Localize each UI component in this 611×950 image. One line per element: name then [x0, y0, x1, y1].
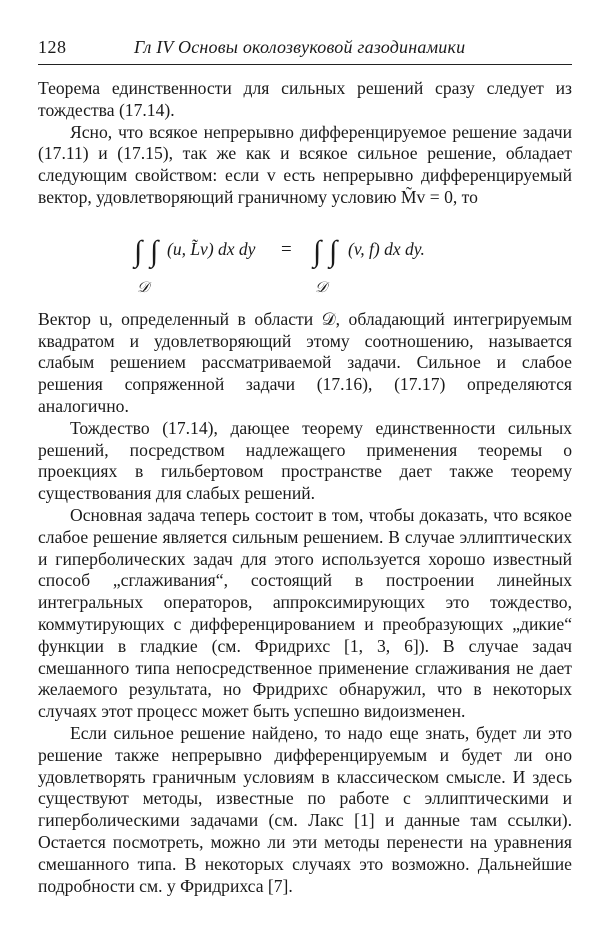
lhs-domain-symbol: 𝒟 [137, 279, 149, 296]
paragraph-uniqueness: Теорема единственности для сильных решений сразу следует из тождества (17.14). [38, 78, 572, 120]
lhs-integral-sign-1: ∫ [134, 234, 143, 268]
page-number: 128 [38, 37, 67, 57]
equals-sign: = [281, 238, 292, 260]
book-page [38, 34, 572, 897]
body-text [38, 78, 572, 897]
lhs-integrand: (u, L̃v) dx dy [167, 238, 256, 259]
chapter-title: Гл IV Основы околозвуковой газодинамики [134, 37, 466, 57]
rhs-integral-sign-2: ∫ [329, 234, 338, 268]
formula-svg [38, 209, 572, 309]
paragraph-weak-solution-definition: Вектор u, определенный в области 𝒟, обладающий интегрируемым квадратом и удовлетворяющий этому соотношению, называется слабым решением рассматриваемой задачи. Сильное и слабое решения сопряженной задачи (17.16), (17.17) определяются аналогично. [38, 308, 572, 416]
rhs-integral-sign-1: ∫ [313, 234, 322, 268]
paragraph-existence-theorem: Тождество (17.14), дающее теорему единственности сильных решений, посредством надлежащего применения теоремы о проекциях в гильбертовом пространстве дает также теорему существования для слабых решений. [38, 417, 572, 504]
running-head [38, 34, 572, 65]
integral-identity-formula [38, 209, 572, 309]
paragraph-smoothing-method: Основная задача теперь состоит в том, чтобы доказать, что всякое слабое решение является сильным решением. В случае эллиптических и гиперболических задач для этого используется хорошо известный способ „сглаживания“, состоящий в построении линейных интегральных операторов, аппроксимирующих это тождество, коммутирующих с дифференцированием и преобразующих „дикие“ функции в гладкие (см. Фридрихс [1, 3, 6]). В случае задач смешанного типа непосредственное применение сглаживания не дает желаемого результата, но Фридрихс обнаружил, что в некоторых случаях этот процесс может быть успешно видоизменен. [38, 504, 572, 722]
rhs-integrand: (v, f) dx dy. [348, 238, 425, 259]
lhs-integral-sign-2: ∫ [150, 234, 159, 268]
rhs-domain-symbol: 𝒟 [315, 279, 327, 296]
paragraph-regularity: Если сильное решение найдено, то надо еще знать, будет ли это решение также непрерывно дифференцируемым и будет ли оно удовлетворять граничным условиям в классическом смысле. И здесь существуют методы, известные по работе с эллиптическими и гиперболическими задачами (см. Лакс [1] и данные там ссылки). Остается посмотреть, можно ли эти методы перенести на уравнения смешанного типа. В некоторых случаях это возможно. Дальнейшие подробности см. у Фридрихса [7]. [38, 722, 572, 896]
paragraph-strong-solution-property: Ясно, что всякое непрерывно дифференцируемое решение задачи (17.11) и (17.15), так же как и всякое сильное решение, обладает следующим свойством: если v есть непрерывно дифференцируемый вектор, удовлетворяющий граничному условию M̃v = 0, то [38, 121, 572, 207]
